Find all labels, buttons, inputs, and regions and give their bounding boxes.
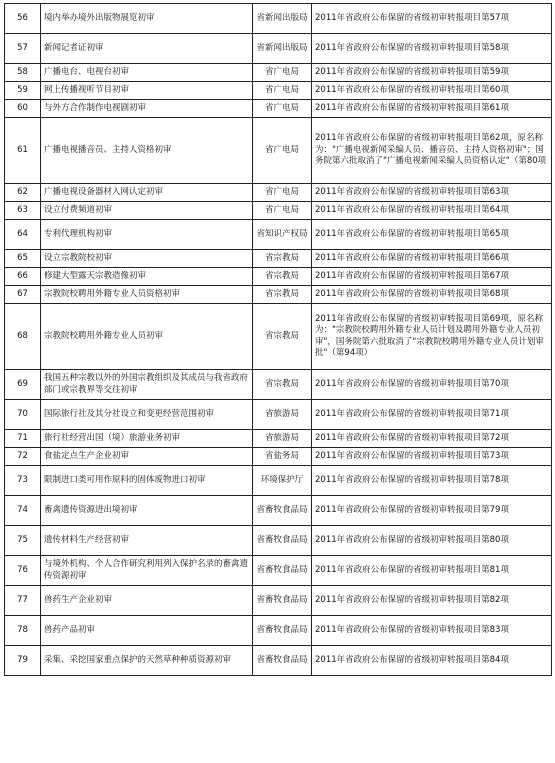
table-body <box>5 4 552 676</box>
cell-item-name: 限制进口类可用作原料的固体废物进口初审 <box>41 466 253 496</box>
table-row <box>5 250 552 268</box>
cell-department: 省新闻出版局 <box>253 4 312 34</box>
table-row <box>5 430 552 448</box>
cell-note: 2011年省政府公布保留的省级初审转报项目第59项 <box>312 64 552 82</box>
cell-number: 74 <box>5 496 41 526</box>
cell-department: 省广电局 <box>253 118 312 184</box>
cell-item-name: 新闻记者证初审 <box>41 34 253 64</box>
cell-department: 环境保护厅 <box>253 466 312 496</box>
cell-department: 省畜牧食品局 <box>253 496 312 526</box>
cell-department: 省新闻出版局 <box>253 34 312 64</box>
cell-department: 省宗教局 <box>253 250 312 268</box>
cell-note: 2011年省政府公布保留的省级初审转报项目第70项 <box>312 370 552 400</box>
cell-item-name: 食盐定点生产企业初审 <box>41 448 253 466</box>
cell-item-name: 网上传播视听节目初审 <box>41 82 253 100</box>
cell-department: 省知识产权局 <box>253 220 312 250</box>
cell-note: 2011年省政府公布保留的省级初审转报项目第64项 <box>312 202 552 220</box>
cell-item-name: 遗传材料生产经营初审 <box>41 526 253 556</box>
table-row <box>5 100 552 118</box>
cell-number: 73 <box>5 466 41 496</box>
cell-item-name: 与外方合作制作电视剧初审 <box>41 100 253 118</box>
cell-number: 63 <box>5 202 41 220</box>
cell-item-name: 宗教院校聘用外籍专业人员资格初审 <box>41 286 253 304</box>
table-row <box>5 556 552 586</box>
cell-note: 2011年省政府公布保留的省级初审转报项目第73项 <box>312 448 552 466</box>
cell-item-name: 广播电台、电视台初审 <box>41 64 253 82</box>
cell-item-name: 与境外机构、个人合作研究利用列入保护名录的畜禽遗传资源初审 <box>41 556 253 586</box>
table-row <box>5 286 552 304</box>
cell-number: 72 <box>5 448 41 466</box>
table-row <box>5 586 552 616</box>
table-row <box>5 64 552 82</box>
cell-note: 2011年省政府公布保留的省级初审转报项目第80项 <box>312 526 552 556</box>
cell-number: 59 <box>5 82 41 100</box>
cell-item-name: 我国五种宗教以外的外国宗教组织及其成员与我省政府部门或宗教界等交往初审 <box>41 370 253 400</box>
cell-department: 省畜牧食品局 <box>253 586 312 616</box>
cell-department: 省旅游局 <box>253 430 312 448</box>
cell-department: 省广电局 <box>253 202 312 220</box>
cell-department: 省广电局 <box>253 100 312 118</box>
cell-note: 2011年省政府公布保留的省级初审转报项目第72项 <box>312 430 552 448</box>
cell-department: 省广电局 <box>253 82 312 100</box>
cell-number: 77 <box>5 586 41 616</box>
cell-note: 2011年省政府公布保留的省级初审转报项目第81项 <box>312 556 552 586</box>
cell-note: 2011年省政府公布保留的省级初审转报项目第57项 <box>312 4 552 34</box>
cell-item-name: 广播电视播音员、主持人资格初审 <box>41 118 253 184</box>
cell-department: 省畜牧食品局 <box>253 616 312 646</box>
cell-note: 2011年省政府公布保留的省级初审转报项目第67项 <box>312 268 552 286</box>
cell-item-name: 国际旅行社及其分社设立和变更经营范围初审 <box>41 400 253 430</box>
cell-department: 省宗教局 <box>253 370 312 400</box>
cell-department: 省畜牧食品局 <box>253 556 312 586</box>
cell-department: 省盐务局 <box>253 448 312 466</box>
cell-number: 58 <box>5 64 41 82</box>
table-row <box>5 466 552 496</box>
cell-note: 2011年省政府公布保留的省级初审转报项目第78项 <box>312 466 552 496</box>
cell-department: 省畜牧食品局 <box>253 526 312 556</box>
cell-department: 省畜牧食品局 <box>253 646 312 676</box>
cell-note: 2011年省政府公布保留的省级初审转报项目第83项 <box>312 616 552 646</box>
table-row <box>5 448 552 466</box>
cell-number: 79 <box>5 646 41 676</box>
cell-department: 省宗教局 <box>253 268 312 286</box>
cell-department: 省宗教局 <box>253 286 312 304</box>
cell-department: 省宗教局 <box>253 304 312 370</box>
cell-number: 56 <box>5 4 41 34</box>
cell-number: 69 <box>5 370 41 400</box>
cell-item-name: 设立付费频道初审 <box>41 202 253 220</box>
approval-items-table <box>4 3 552 676</box>
cell-number: 70 <box>5 400 41 430</box>
cell-note: 2011年省政府公布保留的省级初审转报项目第66项 <box>312 250 552 268</box>
cell-item-name: 兽药生产企业初审 <box>41 586 253 616</box>
table-row <box>5 34 552 64</box>
cell-item-name: 设立宗教院校初审 <box>41 250 253 268</box>
cell-note: 2011年省政府公布保留的省级初审转报项目第68项 <box>312 286 552 304</box>
table-row <box>5 370 552 400</box>
table-row <box>5 118 552 184</box>
cell-number: 76 <box>5 556 41 586</box>
cell-note: 2011年省政府公布保留的省级初审转报项目第82项 <box>312 586 552 616</box>
cell-number: 65 <box>5 250 41 268</box>
cell-item-name: 旅行社经营出国（境）旅游业务初审 <box>41 430 253 448</box>
cell-number: 67 <box>5 286 41 304</box>
cell-number: 66 <box>5 268 41 286</box>
cell-department: 省广电局 <box>253 64 312 82</box>
table-row <box>5 304 552 370</box>
cell-note: 2011年省政府公布保留的省级初审转报项目第63项 <box>312 184 552 202</box>
cell-item-name: 采集、采挖国家重点保护的天然草种种质资源初审 <box>41 646 253 676</box>
cell-item-name: 境内举办境外出版物展览初审 <box>41 4 253 34</box>
cell-number: 61 <box>5 118 41 184</box>
cell-number: 75 <box>5 526 41 556</box>
table-row <box>5 496 552 526</box>
cell-item-name: 修建大型露天宗教造像初审 <box>41 268 253 286</box>
cell-note: 2011年省政府公布保留的省级初审转报项目第61项 <box>312 100 552 118</box>
cell-note: 2011年省政府公布保留的省级初审转报项目第60项 <box>312 82 552 100</box>
cell-number: 71 <box>5 430 41 448</box>
table-row <box>5 4 552 34</box>
cell-number: 78 <box>5 616 41 646</box>
table-row <box>5 400 552 430</box>
table-row <box>5 220 552 250</box>
table-row <box>5 526 552 556</box>
cell-item-name: 兽药产品初审 <box>41 616 253 646</box>
table-row <box>5 268 552 286</box>
cell-item-name: 宗教院校聘用外籍专业人员初审 <box>41 304 253 370</box>
cell-department: 省广电局 <box>253 184 312 202</box>
cell-department: 省旅游局 <box>253 400 312 430</box>
cell-number: 68 <box>5 304 41 370</box>
cell-note: 2011年省政府公布保留的省级初审转报项目第65项 <box>312 220 552 250</box>
table-row <box>5 646 552 676</box>
cell-item-name: 广播电视设备器材入网认定初审 <box>41 184 253 202</box>
cell-note: 2011年省政府公布保留的省级初审转报项目第58项 <box>312 34 552 64</box>
cell-number: 60 <box>5 100 41 118</box>
cell-note: 2011年省政府公布保留的省级初审转报项目第84项 <box>312 646 552 676</box>
cell-note: 2011年省政府公布保留的省级初审转报项目第69项，原名称为："宗教院校聘用外籍专业人员计划及聘用外籍专业人员初审"，国务院第六批取消了"宗教院校聘用外籍专业人员计划审批"（第94项） <box>312 304 552 370</box>
cell-number: 62 <box>5 184 41 202</box>
table-row <box>5 616 552 646</box>
cell-note: 2011年省政府公布保留的省级初审转报项目第79项 <box>312 496 552 526</box>
table-row <box>5 202 552 220</box>
table-row <box>5 82 552 100</box>
cell-note: 2011年省政府公布保留的省级初审转报项目第62项，原名称为："广播电视新闻采编人员、播音员、主持人资格初审"；国务院第六批取消了"广播电视新闻采编人员资格认定"（第80项 <box>312 118 552 184</box>
cell-item-name: 畜禽遗传资源进出境初审 <box>41 496 253 526</box>
table-row <box>5 184 552 202</box>
cell-item-name: 专利代理机构初审 <box>41 220 253 250</box>
cell-note: 2011年省政府公布保留的省级初审转报项目第71项 <box>312 400 552 430</box>
cell-number: 57 <box>5 34 41 64</box>
cell-number: 64 <box>5 220 41 250</box>
